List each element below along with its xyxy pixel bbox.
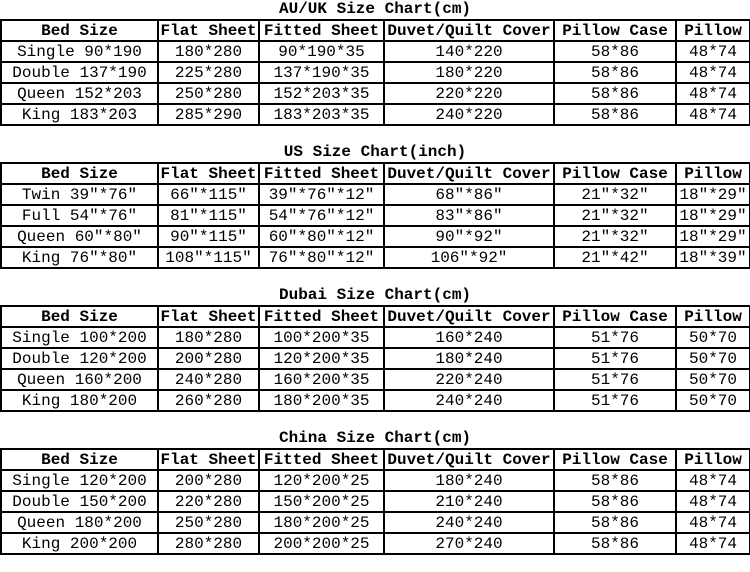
- cell-pillow-case: 51*76: [554, 369, 676, 390]
- cell-pillow-case: 51*76: [554, 348, 676, 369]
- column-header-pillow: Pillow: [676, 449, 750, 470]
- cell-pillow-case: 58*86: [554, 83, 676, 104]
- table-row: [1, 390, 750, 411]
- cell-duvet-cover: 240*220: [384, 104, 554, 125]
- table-row: [1, 41, 750, 62]
- dubai-size-table: [0, 305, 750, 412]
- cell-pillow-case: 58*86: [554, 41, 676, 62]
- column-header-flat-sheet: Flat Sheet: [158, 20, 259, 41]
- cell-bed-size: King 200*200: [1, 533, 158, 554]
- table-row: [1, 184, 750, 205]
- table-row: [1, 104, 750, 125]
- cell-fitted-sheet: 180*200*25: [259, 512, 384, 533]
- cell-flat-sheet: 285*290: [158, 104, 259, 125]
- table-row: [1, 327, 750, 348]
- cell-fitted-sheet: 183*203*35: [259, 104, 384, 125]
- column-header-pillow-case: Pillow Case: [554, 20, 676, 41]
- cell-duvet-cover: 140*220: [384, 41, 554, 62]
- cell-pillow: 50*70: [676, 369, 750, 390]
- column-header-flat-sheet: Flat Sheet: [158, 449, 259, 470]
- header-row: [1, 449, 750, 470]
- cell-fitted-sheet: 160*200*35: [259, 369, 384, 390]
- cell-bed-size: Single 120*200: [1, 470, 158, 491]
- cell-fitted-sheet: 120*200*35: [259, 348, 384, 369]
- cell-pillow-case: 58*86: [554, 470, 676, 491]
- cell-pillow-case: 58*86: [554, 62, 676, 83]
- auuk-size-chart-section: [0, 0, 750, 126]
- cell-bed-size: Double 137*190: [1, 62, 158, 83]
- header-row: [1, 163, 750, 184]
- column-header-pillow: Pillow: [676, 163, 750, 184]
- column-header-pillow: Pillow: [676, 306, 750, 327]
- cell-pillow: 48*74: [676, 470, 750, 491]
- cell-duvet-cover: 240*240: [384, 512, 554, 533]
- cell-pillow-case: 58*86: [554, 512, 676, 533]
- cell-pillow: 48*74: [676, 62, 750, 83]
- cell-bed-size: Queen 152*203: [1, 83, 158, 104]
- cell-pillow: 18″*39″: [676, 247, 750, 268]
- cell-duvet-cover: 160*240: [384, 327, 554, 348]
- cell-duvet-cover: 180*240: [384, 348, 554, 369]
- cell-duvet-cover: 90″*92″: [384, 226, 554, 247]
- header-row: [1, 20, 750, 41]
- cell-bed-size: Queen 180*200: [1, 512, 158, 533]
- cell-bed-size: Single 100*200: [1, 327, 158, 348]
- column-header-bed-size: Bed Size: [1, 20, 158, 41]
- cell-fitted-sheet: 90*190*35: [259, 41, 384, 62]
- cell-duvet-cover: 106″*92″: [384, 247, 554, 268]
- cell-duvet-cover: 68″*86″: [384, 184, 554, 205]
- cell-flat-sheet: 108″*115″: [158, 247, 259, 268]
- header-row: [1, 306, 750, 327]
- table-row: [1, 83, 750, 104]
- cell-fitted-sheet: 152*203*35: [259, 83, 384, 104]
- cell-flat-sheet: 220*280: [158, 491, 259, 512]
- column-header-duvet-cover: Duvet/Quilt Cover: [384, 449, 554, 470]
- cell-flat-sheet: 81″*115″: [158, 205, 259, 226]
- table-row: [1, 470, 750, 491]
- table-title-auuk: AU/UK Size Chart(cm): [278, 0, 472, 18]
- table-row: [1, 512, 750, 533]
- column-header-flat-sheet: Flat Sheet: [158, 163, 259, 184]
- cell-pillow: 48*74: [676, 491, 750, 512]
- column-header-bed-size: Bed Size: [1, 449, 158, 470]
- cell-pillow-case: 58*86: [554, 533, 676, 554]
- cell-fitted-sheet: 120*200*25: [259, 470, 384, 491]
- cell-bed-size: Double 150*200: [1, 491, 158, 512]
- cell-duvet-cover: 83″*86″: [384, 205, 554, 226]
- cell-fitted-sheet: 180*200*35: [259, 390, 384, 411]
- cell-fitted-sheet: 100*200*35: [259, 327, 384, 348]
- cell-bed-size: Full 54″*76″: [1, 205, 158, 226]
- cell-duvet-cover: 180*240: [384, 470, 554, 491]
- table-row: [1, 62, 750, 83]
- cell-flat-sheet: 90″*115″: [158, 226, 259, 247]
- column-header-bed-size: Bed Size: [1, 163, 158, 184]
- cell-flat-sheet: 240*280: [158, 369, 259, 390]
- table-row: [1, 369, 750, 390]
- cell-duvet-cover: 210*240: [384, 491, 554, 512]
- cell-fitted-sheet: 39″*76″*12″: [259, 184, 384, 205]
- cell-bed-size: King 183*203: [1, 104, 158, 125]
- cell-pillow-case: 21″*32″: [554, 205, 676, 226]
- cell-fitted-sheet: 200*200*25: [259, 533, 384, 554]
- table-title-us: US Size Chart(inch): [283, 143, 467, 161]
- column-header-pillow-case: Pillow Case: [554, 306, 676, 327]
- cell-pillow-case: 21″*32″: [554, 184, 676, 205]
- cell-pillow: 48*74: [676, 512, 750, 533]
- auuk-size-table: [0, 19, 750, 126]
- cell-bed-size: King 180*200: [1, 390, 158, 411]
- cell-pillow-case: 58*86: [554, 104, 676, 125]
- cell-duvet-cover: 220*240: [384, 369, 554, 390]
- cell-flat-sheet: 260*280: [158, 390, 259, 411]
- china-size-chart-section: [0, 429, 750, 555]
- cell-pillow: 50*70: [676, 348, 750, 369]
- cell-pillow: 18″*29″: [676, 226, 750, 247]
- cell-flat-sheet: 200*280: [158, 470, 259, 491]
- cell-bed-size: Single 90*190: [1, 41, 158, 62]
- cell-fitted-sheet: 150*200*25: [259, 491, 384, 512]
- cell-duvet-cover: 270*240: [384, 533, 554, 554]
- column-header-duvet-cover: Duvet/Quilt Cover: [384, 306, 554, 327]
- cell-pillow: 48*74: [676, 533, 750, 554]
- cell-pillow-case: 21″*32″: [554, 226, 676, 247]
- cell-pillow: 18″*29″: [676, 184, 750, 205]
- cell-pillow: 48*74: [676, 41, 750, 62]
- table-row: [1, 348, 750, 369]
- cell-pillow-case: 58*86: [554, 491, 676, 512]
- table-row: [1, 247, 750, 268]
- column-header-fitted-sheet: Fitted Sheet: [259, 163, 384, 184]
- us-size-chart-section: [0, 143, 750, 269]
- column-header-pillow-case: Pillow Case: [554, 449, 676, 470]
- table-title-dubai: Dubai Size Chart(cm): [278, 286, 472, 304]
- cell-duvet-cover: 180*220: [384, 62, 554, 83]
- column-header-fitted-sheet: Fitted Sheet: [259, 449, 384, 470]
- us-size-table: [0, 162, 750, 269]
- cell-flat-sheet: 180*280: [158, 327, 259, 348]
- column-header-pillow: Pillow: [676, 20, 750, 41]
- cell-bed-size: Twin 39″*76″: [1, 184, 158, 205]
- cell-flat-sheet: 250*280: [158, 512, 259, 533]
- cell-flat-sheet: 180*280: [158, 41, 259, 62]
- cell-bed-size: Queen 160*200: [1, 369, 158, 390]
- table-row: [1, 491, 750, 512]
- cell-pillow-case: 51*76: [554, 327, 676, 348]
- cell-fitted-sheet: 76″*80″*12″: [259, 247, 384, 268]
- cell-pillow: 48*74: [676, 104, 750, 125]
- column-header-pillow-case: Pillow Case: [554, 163, 676, 184]
- cell-pillow: 48*74: [676, 83, 750, 104]
- cell-flat-sheet: 200*280: [158, 348, 259, 369]
- cell-pillow: 50*70: [676, 390, 750, 411]
- cell-bed-size: Double 120*200: [1, 348, 158, 369]
- cell-pillow-case: 51*76: [554, 390, 676, 411]
- cell-flat-sheet: 280*280: [158, 533, 259, 554]
- table-row: [1, 226, 750, 247]
- cell-flat-sheet: 66″*115″: [158, 184, 259, 205]
- column-header-duvet-cover: Duvet/Quilt Cover: [384, 20, 554, 41]
- column-header-bed-size: Bed Size: [1, 306, 158, 327]
- cell-flat-sheet: 225*280: [158, 62, 259, 83]
- column-header-fitted-sheet: Fitted Sheet: [259, 306, 384, 327]
- cell-fitted-sheet: 137*190*35: [259, 62, 384, 83]
- cell-pillow: 18″*29″: [676, 205, 750, 226]
- cell-fitted-sheet: 60″*80″*12″: [259, 226, 384, 247]
- china-size-table: [0, 448, 750, 555]
- cell-duvet-cover: 240*240: [384, 390, 554, 411]
- table-row: [1, 205, 750, 226]
- cell-bed-size: Queen 60″*80″: [1, 226, 158, 247]
- cell-pillow: 50*70: [676, 327, 750, 348]
- column-header-fitted-sheet: Fitted Sheet: [259, 20, 384, 41]
- table-title-china: China Size Chart(cm): [278, 429, 472, 447]
- cell-bed-size: King 76″*80″: [1, 247, 158, 268]
- column-header-duvet-cover: Duvet/Quilt Cover: [384, 163, 554, 184]
- cell-fitted-sheet: 54″*76″*12″: [259, 205, 384, 226]
- cell-pillow-case: 21″*42″: [554, 247, 676, 268]
- cell-flat-sheet: 250*280: [158, 83, 259, 104]
- dubai-size-chart-section: [0, 286, 750, 412]
- column-header-flat-sheet: Flat Sheet: [158, 306, 259, 327]
- cell-duvet-cover: 220*220: [384, 83, 554, 104]
